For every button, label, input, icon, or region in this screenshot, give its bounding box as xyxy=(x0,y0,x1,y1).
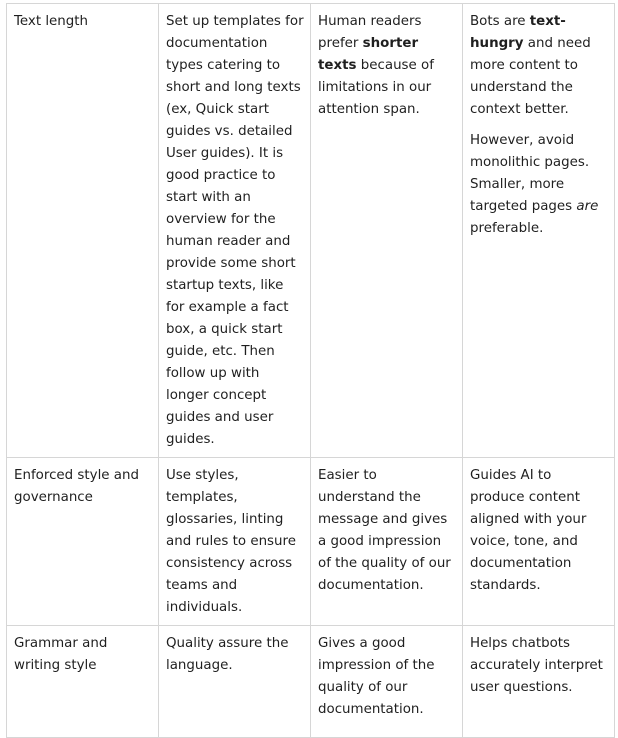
practice-cell xyxy=(159,626,311,738)
practice-text: Set up templates for documentation types catering to short and long texts (ex, Quick start guides vs. detailed User guides). It is good practice to start with an overview for the human reader and provide some short startup texts, like for example a fact box, a quick start guide, etc. Then follow up with longer concept guides and user guides. xyxy=(166,14,304,447)
bot-text: Helps chatbots accurately interpret user questions. xyxy=(470,636,603,695)
human-reader-cell xyxy=(311,626,463,738)
human-reader-cell xyxy=(311,4,463,458)
table-row xyxy=(7,458,615,626)
comparison-table xyxy=(6,3,615,738)
bot-text-after: and need more content to understand the context better. xyxy=(470,36,591,117)
human-text-after: because of limitations in our attention span. xyxy=(318,58,434,117)
human-text-bold: shorter texts xyxy=(318,36,419,73)
human-text: Easier to understand the message and gives a good impression of the quality of our documentation. xyxy=(318,468,451,593)
bot-cell xyxy=(463,458,615,626)
practice-text: Quality assure the language. xyxy=(166,636,289,673)
bot-text-2-before: However, avoid monolithic pages. Smaller, more targeted pages xyxy=(470,133,590,214)
topic-cell xyxy=(7,4,159,458)
topic-cell xyxy=(7,458,159,626)
table-row xyxy=(7,626,615,738)
table-row xyxy=(7,4,615,458)
bot-paragraph-2 xyxy=(470,130,608,240)
practice-cell xyxy=(159,458,311,626)
bot-text-2-after: preferable. xyxy=(470,221,544,236)
bot-paragraph-1 xyxy=(470,11,608,121)
bot-text-2-italic: are xyxy=(576,199,599,214)
human-text: Gives a good impression of the quality of our documentation. xyxy=(318,636,435,717)
human-reader-cell xyxy=(311,458,463,626)
human-text-before: Human readers prefer xyxy=(318,14,422,51)
practice-text: Use styles, templates, glossaries, linting and rules to ensure consistency across teams and individuals. xyxy=(166,468,296,615)
bot-text: Guides AI to produce content aligned with your voice, tone, and documentation standards. xyxy=(470,468,587,593)
topic-text: Text length xyxy=(14,14,89,29)
bot-cell xyxy=(463,626,615,738)
bot-cell xyxy=(463,4,615,458)
bot-text-before: Bots are xyxy=(470,14,530,29)
topic-text: Grammar and writing style xyxy=(14,636,108,673)
topic-text: Enforced style and governance xyxy=(14,468,139,505)
topic-cell xyxy=(7,626,159,738)
practice-cell xyxy=(159,4,311,458)
bot-text-bold: text-hungry xyxy=(470,14,566,51)
